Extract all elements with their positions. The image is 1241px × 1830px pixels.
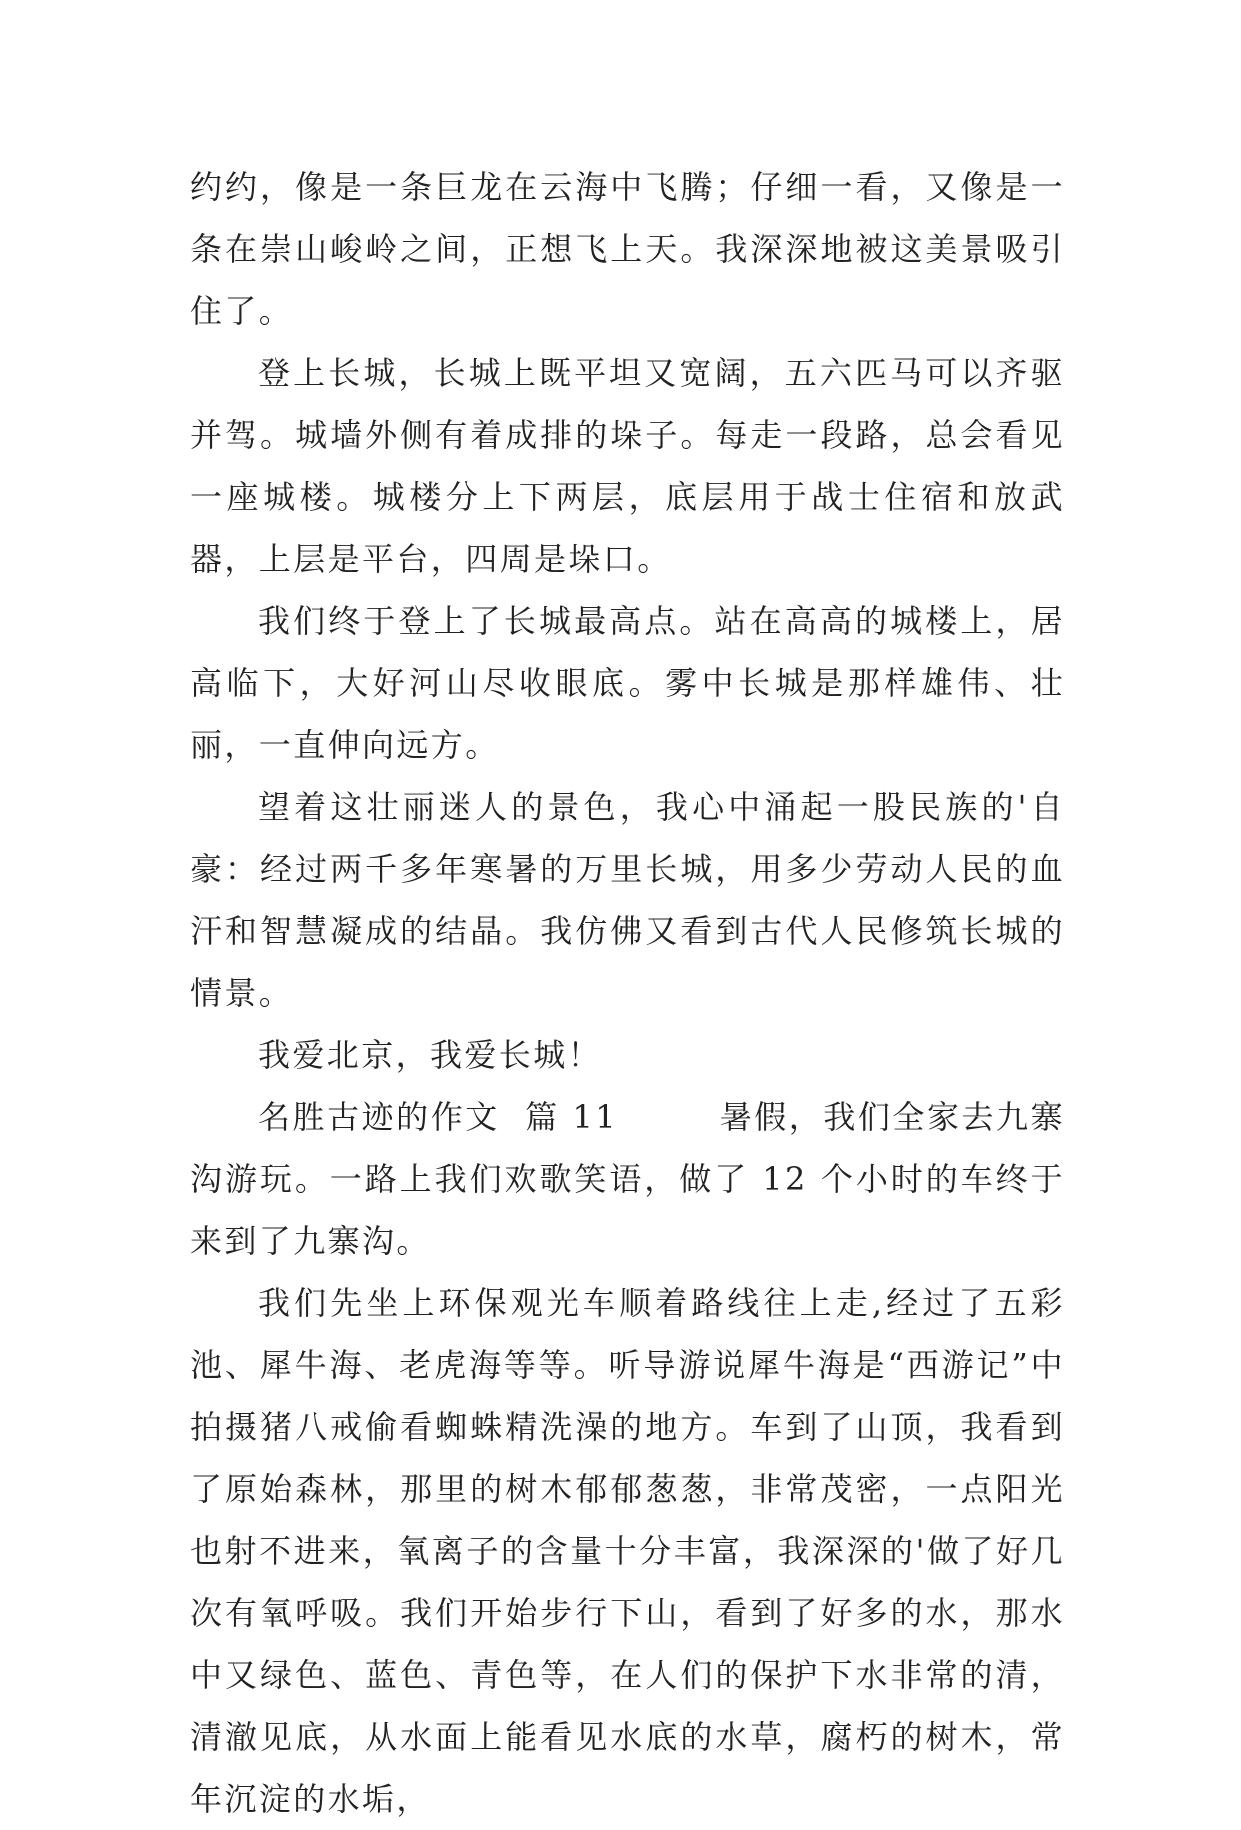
- paragraph-2: 登上长城，长城上既平坦又宽阔，五六匹马可以齐驱并驾。城墙外侧有着成排的垛子。每走一段路，总会看见一座城楼。城楼分上下两层，底层用于战士住宿和放武器，上层是平台，四周是垛口。: [190, 354, 1065, 578]
- essay-body: [190, 156, 1065, 1830]
- paragraph-3: 我们终于登上了长城最高点。站在高高的城楼上，居高临下，大好河山尽收眼底。雾中长城是那样雄伟、壮丽，一直伸向远方。: [190, 602, 1065, 764]
- paragraph-1: 约约，像是一条巨龙在云海中飞腾；仔细一看，又像是一条在崇山峻岭之间，正想飞上天。我深深地被这美景吸引住了。: [190, 168, 1065, 330]
- paragraph-4: 望着这壮丽迷人的景色，我心中涌起一股民族的'自豪：经过两千多年寒暑的万里长城，用多少劳动人民的血汗和智慧凝成的结晶。我仿佛又看到古代人民修筑长城的情景。: [190, 788, 1065, 1012]
- paragraph-6-section-heading: 名胜古迹的作文 篇 11 暑假，我们全家去九寨沟游玩。一路上我们欢歌笑语，做了 12 个小时的车终于来到了九寨沟。: [190, 1098, 1065, 1260]
- paragraph-7: 我们先坐上环保观光车顺着路线往上走,经过了五彩池、犀牛海、老虎海等等。听导游说犀牛海是“西游记”中拍摄猪八戒偷看蜘蛛精洗澡的地方。车到了山顶，我看到了原始森林，那里的树木郁郁葱葱，非常茂密，一点阳光也射不进来，氧离子的含量十分丰富，我深深的'做了好几次有氧呼吸。我们开始步行下山，看到了好多的水，那水中又绿色、蓝色、青色等，在人们的保护下水非常的清，清澈见底，从水面上能看见水底的水草，腐朽的树木，常年沉淀的水垢，: [190, 1284, 1065, 1818]
- paragraph-5: 我爱北京，我爱长城！: [258, 1036, 603, 1074]
